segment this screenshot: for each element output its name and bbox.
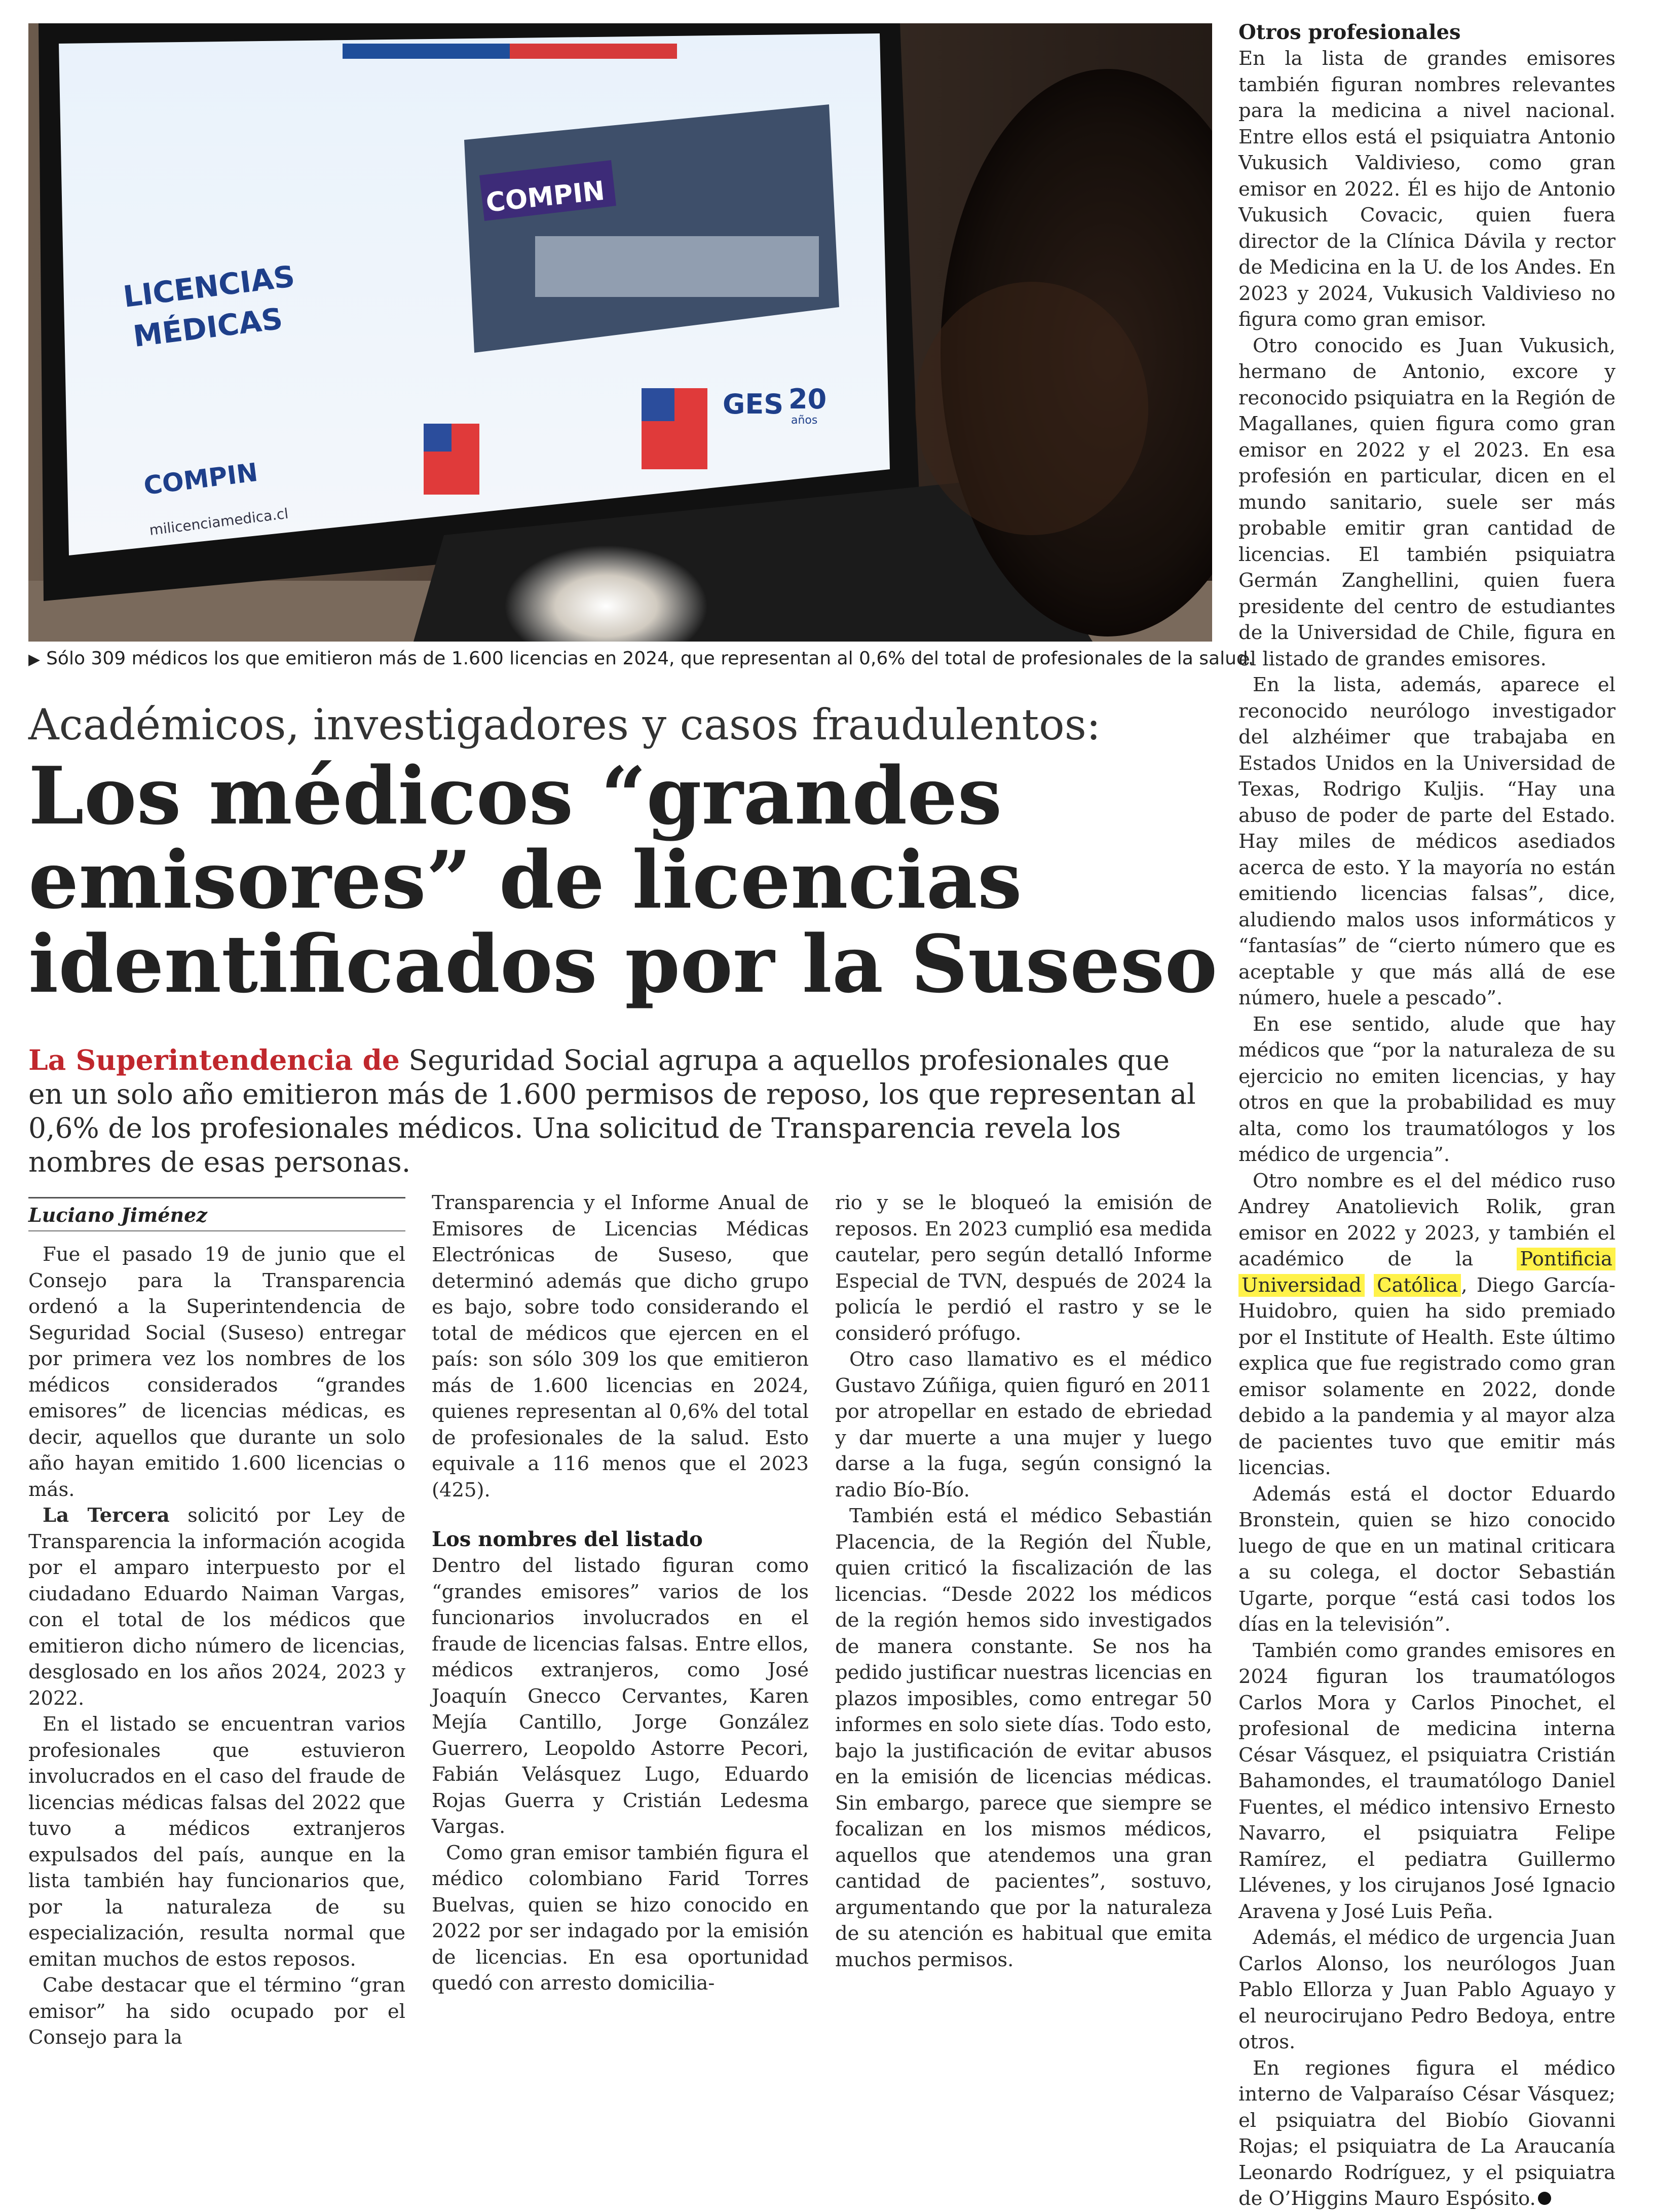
paragraph <box>1238 2055 1615 2212</box>
paragraph-text: En regiones figura el médico interno de Valparaíso César Vásquez; el psiquiatra del Biobío Giovanni Rojas; el psiquiatra de La Araucanía Leonardo Rodríguez, y el psiquiatra de O’Higgins Mauro Espósito. <box>1238 2056 1615 2210</box>
paragraph: Otro conocido es Juan Vukusich, hermano de Antonio, excore y reconocido psiquiatra en la Región de Magallanes, quien figura como gran emisor en 2022 y el 2023. En esa profesión en particular, dicen en el mundo sanitario, suele ser más probable emitir gran cantidad de licencias. El también psiquiatra Germán Zanghellini, quien fuera presidente del centro de estudiantes de la Universidad de Chile, figura en el listado de grandes emisores. <box>1238 334 1615 670</box>
headline-line-3: identificados por la Suseso <box>28 918 1218 1010</box>
paragraph: Como gran emisor también figura el médico colombiano Farid Torres Buelvas, quien se hizo conocido en 2022 por ser indagado por la emisión de licencias. En esa oportunidad quedó con arresto domicilia- <box>432 1841 809 1995</box>
caption-triangle-icon: ▶ <box>28 651 41 668</box>
headline-line-1: Los médicos “grandes <box>28 749 1002 842</box>
screen-title: LICENCIASMÉDICAS <box>121 258 297 354</box>
screen-ges: GES <box>723 388 784 420</box>
paragraph: Además está el doctor Eduardo Bronstein, quien se hizo conocido luego de que en un matinal criticara a su colega, el doctor Sebastián Ugarte, porque “está casi todos los días en la televisión”. <box>1238 1482 1615 1636</box>
paragraph-text: Otro nombre es el del médico ruso Andrey Anatolievich Rolik, gran emisor en 2022 y 2023, y también el académico de la <box>1238 1169 1615 1270</box>
paragraph: En la lista, además, aparece el reconocido neurólogo investigador del alzhéimer que trabajaba en Estados Unidos en la Universidad de Texas, Rodrigo Kuljis. “Hay una abuso de poder de parte del Estado. Hay miles de médicos asediados acerca de esto. Y la mayoría no están emitiendo licencias falsas”, dice, aludiendo malos usos informáticos y “fantasías” de “cierto número que es aceptable y que más allá de ese número, huele a pescado”. <box>1238 673 1615 1009</box>
screen-sign-compin: COMPIN <box>484 175 607 218</box>
highlight-pontificia: Pontificia <box>1517 1248 1615 1270</box>
byline-rule-bottom <box>28 1230 405 1231</box>
paragraph-text: , Diego García-Huidobro, quien ha sido premiado por el Institute of Health. Este último explica que fue registrado como gran emisor solamente en 2022, donde debido a la pandemia y al mayor alza de pacientes tuvo que emitir más licencias. <box>1238 1273 1615 1479</box>
photo-caption <box>28 647 1254 672</box>
end-mark-icon <box>1538 2192 1551 2205</box>
paragraph: Cabe destacar que el término “gran emisor” ha sido ocupado por el Consejo para la <box>28 1974 405 2049</box>
paragraph: En ese sentido, alude que hay médicos que “por la naturaleza de su ejercicio no emiten licencias, y hay otros en que la probabilidad es muy alta, como los traumatólogos y los médico de urgencia”. <box>1238 1013 1615 1166</box>
highlight-universidad: Universidad <box>1238 1274 1365 1297</box>
spacer <box>432 1503 809 1526</box>
paragraph: Transparencia y el Informe Anual de Emisores de Licencias Médicas Electrónicas de Suseso, que determinó además que dicho grupo es bajo, sobre todo considerando el total de médicos que ejercen en el país: son sólo 309 los que emitieron más de 1.600 licencias en 2024, quienes representan al 0,6% del total de profesionales de la salud. Esto equivale a 116 menos que el 2023 (425). <box>432 1191 809 1502</box>
paragraph-text: solicitó por Ley de Transparencia la información acogida por el amparo interpuesto por el ciudadano Eduardo Naiman Vargas, con el total de los médicos que emitieron dicho número de licencias, desglosado en los años 2024, 2023 y 2022. <box>28 1504 405 1710</box>
paragraph: Otro caso llamativo es el médico Gustavo Zúñiga, quien figuró en 2011 por atropellar en estado de ebriedad y dar muerte a una mujer y luego darse a la fuga, según consignó la radio Bío-Bío. <box>835 1348 1212 1502</box>
paragraph <box>1238 1168 1615 1481</box>
screen-ges-anos: años <box>791 414 818 427</box>
column-1 <box>28 1242 405 2051</box>
screen-ges-years: 20 <box>788 383 827 415</box>
paragraph <box>28 1503 405 1711</box>
column-3 <box>835 1190 1212 1973</box>
lede-lead: La Superintendencia de <box>28 1043 400 1076</box>
paragraph: En la lista de grandes emisores también figuran nombres relevantes para la medicina a nivel nacional. Entre ellos está el psiquiatra Antonio Vukusich Valdivieso, como gran emisor en 2022. Él es hijo de Antonio Vukusich Covacic, quien fuera director de la Clínica Dávila y rector de Medicina en la U. de los Andes. En 2023 y 2024, Vukusich Valdivieso no figura como gran emisor. <box>1238 47 1615 331</box>
screen-brand-compin: COMPIN <box>142 457 259 501</box>
screen-url: milicenciamedica.cl <box>148 505 289 539</box>
lede-text: Seguridad Social agrupa a aquellos profesionales que en un solo año emitieron más de 1.600 permisos de reposo, los que representan al 0,6% de los profesionales médicos. Una solicitud de Transparencia revela los nombres de esas personas. <box>28 1044 1196 1178</box>
byline: Luciano Jiménez <box>28 1204 207 1226</box>
column-4 <box>1238 19 1615 2212</box>
paragraph: En el listado se encuentran varios profesionales que estuvieron involucrados en el caso del fraude de licencias médicas falsas del 2022 que tuvo a médicos extranjeros expulsados del país, aunque en la lista también hay funcionarios que, por la naturaleza de su especialización, resulta normal que emitan muchos de estos reposos. <box>28 1713 405 1971</box>
paragraph: También está el médico Sebastián Placencia, de la Región del Ñuble, quien criticó la fiscalización de las licencias. “Desde 2022 los médicos de la región hemos sido investigados de manera constante. Se nos ha pedido justificar nuestras licencias en plazos imposibles, como entregar 50 informes en solo siete días. Todo esto, bajo la justificación de evitar abusos en la emisión de licencias médicas. Sin embargo, parece que siempre se focalizan en los mismos médicos, aquellos que atendemos una gran cantidad de pacientes”, sostuvo, argumentando que por la naturaleza de su atención es habitual que emita muchos permisos. <box>835 1505 1212 1971</box>
paragraph: Dentro del listado figuran como “grandes emisores” varios de los funcionarios involucrados en el fraude de licencias falsas. Entre ellos, médicos extranjeros, como José Joaquín Gnecco Cervantes, Karen Mejía Cantillo, Jorge González Guerrero, Leopoldo Astorre Pecori, Fabián Velásquez Lugo, Eduardo Rojas Guerra y Cristián Ledesma Vargas. <box>432 1554 809 1838</box>
article-headline <box>28 749 1218 1010</box>
photo-illustration <box>28 23 1212 642</box>
article-photo <box>28 23 1212 642</box>
paragraph-lead: La Tercera <box>43 1504 170 1527</box>
paragraph: También como grandes emisores en 2024 figuran los traumatólogos Carlos Mora y Carlos Pinochet, el profesional de medicina interna César Vásquez, el psiquiatra Cristián Bahamondes, el traumatólogo Daniel Fuentes, el médico intensivo Ernesto Navarro, el psiquiatra Felipe Ramírez, el pediatra Guillermo Llévenes, y los cirujanos José Ignacio Aravena y José Luis Peña. <box>1238 1639 1615 1923</box>
highlight-catolica: Católica <box>1374 1274 1461 1297</box>
article-kicker: Académicos, investigadores y casos fraudulentos: <box>28 700 1101 749</box>
paragraph: Además, el médico de urgencia Juan Carlos Alonso, los neurólogos Juan Pablo Ellorza y Juan Pablo Aguayo y el neurocirujano Pedro Bedoya, entre otros. <box>1238 1926 1615 2053</box>
subheading: Otros profesionales <box>1238 20 1461 44</box>
headline-line-2: emisores” de licencias <box>28 834 1022 926</box>
article-lede <box>28 1043 1212 1179</box>
paragraph: rio y se le bloqueó la emisión de reposos. En 2023 cumplió esa medida cautelar, pero según detalló Informe Especial de TVN, después de 2024 la policía le perdió el rastro y se le consideró prófugo. <box>835 1191 1212 1345</box>
subheading: Los nombres del listado <box>432 1527 703 1551</box>
caption-text: Sólo 309 médicos los que emitieron más de 1.600 licencias en 2024, que representan al 0,6% del total de profesionales de la salud. <box>46 648 1254 669</box>
byline-rule-top <box>28 1197 405 1198</box>
column-2 <box>432 1190 809 1997</box>
paragraph: Fue el pasado 19 de junio que el Consejo para la Transparencia ordenó a la Superintendencia de Seguridad Social (Suseso) entregar por primera vez los nombres de los médicos considerados “grandes emisores” de licencias médicas, es decir, aquellos que durante un solo año hayan emitido 1.600 licencias o más. <box>28 1243 405 1501</box>
